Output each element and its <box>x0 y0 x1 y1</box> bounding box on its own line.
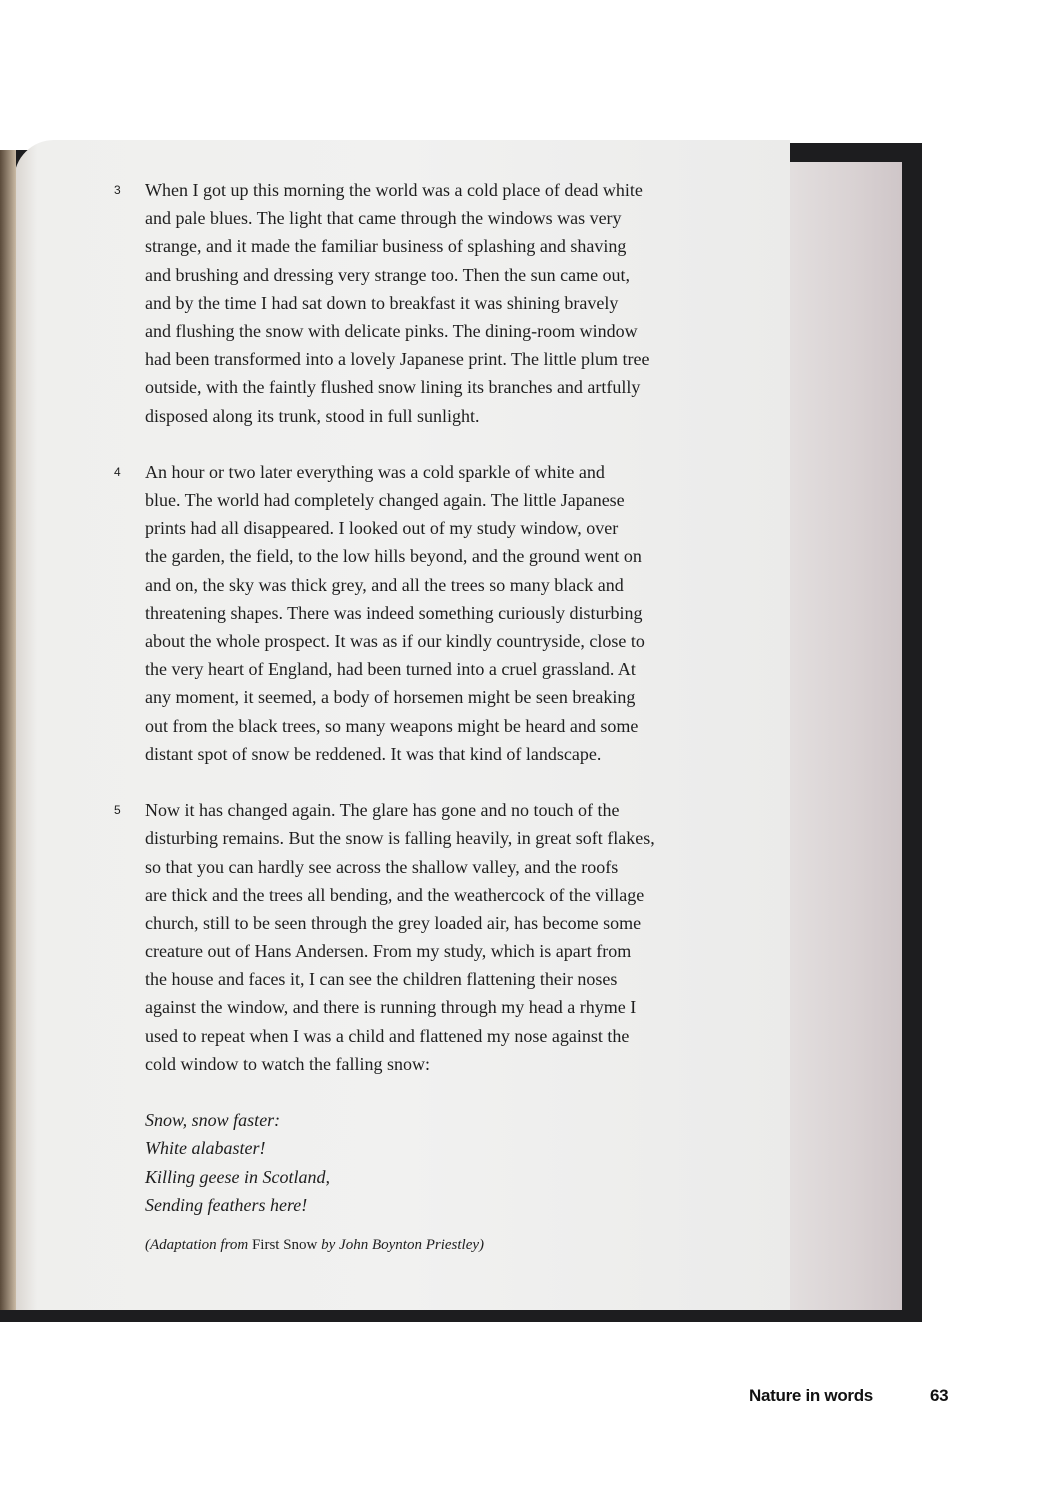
text-line: prints had all disappeared. I looked out of my study window, over <box>145 518 619 539</box>
text-line: out from the black trees, so many weapons might be heard and some <box>145 715 639 736</box>
text-line: against the window, and there is running through my head a rhyme I <box>145 997 637 1018</box>
credit-title: First Snow <box>251 1236 318 1253</box>
footer-section: Nature in words <box>749 1386 873 1405</box>
text-line: had been transformed into a lovely Japanese print. The little plum tree <box>145 349 650 370</box>
text-line: about the whole prospect. It was as if our kindly countryside, close to <box>145 631 645 651</box>
text-line: any moment, it seemed, a body of horsemen might be seen breaking <box>145 687 636 708</box>
text-line: Now it has changed again. The glare has gone and no touch of the <box>145 800 620 821</box>
credit-post: by John Boynton Priestley) <box>317 1236 485 1253</box>
text-line: and brushing and dressing very strange too. Then the sun came out, <box>145 264 631 285</box>
poem <box>145 1106 745 1219</box>
text-line: disposed along its trunk, stood in full sunlight. <box>145 405 480 426</box>
text-line: strange, and it made the familiar business of splashing and shaving <box>145 236 627 257</box>
text-line: An hour or two later everything was a cold sparkle of white and <box>145 461 605 482</box>
paragraph-number: 3 <box>114 183 121 197</box>
text-line: are thick and the trees all bending, and the weathercock of the village <box>145 884 645 905</box>
poem-line: Snow, snow faster: <box>145 1110 281 1131</box>
text-line: When I got up this morning the world was a cold place of dead white <box>145 180 643 200</box>
text-line: disturbing remains. But the snow is falling heavily, in great soft flakes, <box>145 828 655 849</box>
text-line: threatening shapes. There was indeed something curiously disturbing <box>145 602 643 623</box>
text-line: distant spot of snow be reddened. It was that kind of landscape. <box>145 743 602 764</box>
text-line: and by the time I had sat down to breakfast it was shining bravely <box>145 292 619 313</box>
paragraph-number: 4 <box>114 464 121 479</box>
page-stack <box>780 162 902 1310</box>
paragraph-number: 5 <box>114 803 121 818</box>
poem-line: Killing geese in Scotland, <box>145 1166 330 1187</box>
book-spine <box>0 150 16 1310</box>
text-line: church, still to be seen through the grey loaded air, has become some <box>145 912 642 933</box>
text-line: and on, the sky was thick grey, and all the trees so many black and <box>145 574 624 595</box>
text-line: used to repeat when I was a child and flattened my nose against the <box>145 1025 630 1046</box>
text-line: and pale blues. The light that came through the windows was very <box>145 208 622 229</box>
text-line: cold window to watch the falling snow: <box>145 1053 430 1074</box>
text-line: outside, with the faintly flushed snow lining its branches and artfully <box>145 377 641 398</box>
text-line: blue. The world had completely changed again. The little Japanese <box>145 490 625 511</box>
text-line: so that you can hardly see across the shallow valley, and the roofs <box>145 856 619 877</box>
credit-pre: (Adaptation from <box>145 1236 252 1253</box>
paragraph <box>114 796 745 1078</box>
text-line: the house and faces it, I can see the children flattening their noses <box>145 969 618 990</box>
text-line: the garden, the field, to the low hills beyond, and the ground went on <box>145 546 642 567</box>
paragraph <box>114 458 745 768</box>
text-line: creature out of Hans Andersen. From my study, which is apart from <box>145 941 632 962</box>
poem-line: White alabaster! <box>145 1138 266 1159</box>
text-line: the very heart of England, had been turned into a cruel grassland. At <box>145 659 636 680</box>
text-line: and flushing the snow with delicate pinks. The dining-room window <box>145 320 638 341</box>
page-text <box>114 176 745 1254</box>
footer-page-number: 63 <box>930 1386 949 1405</box>
credit <box>145 1237 745 1254</box>
poem-line: Sending feathers here! <box>145 1194 308 1215</box>
paragraph <box>114 176 745 430</box>
